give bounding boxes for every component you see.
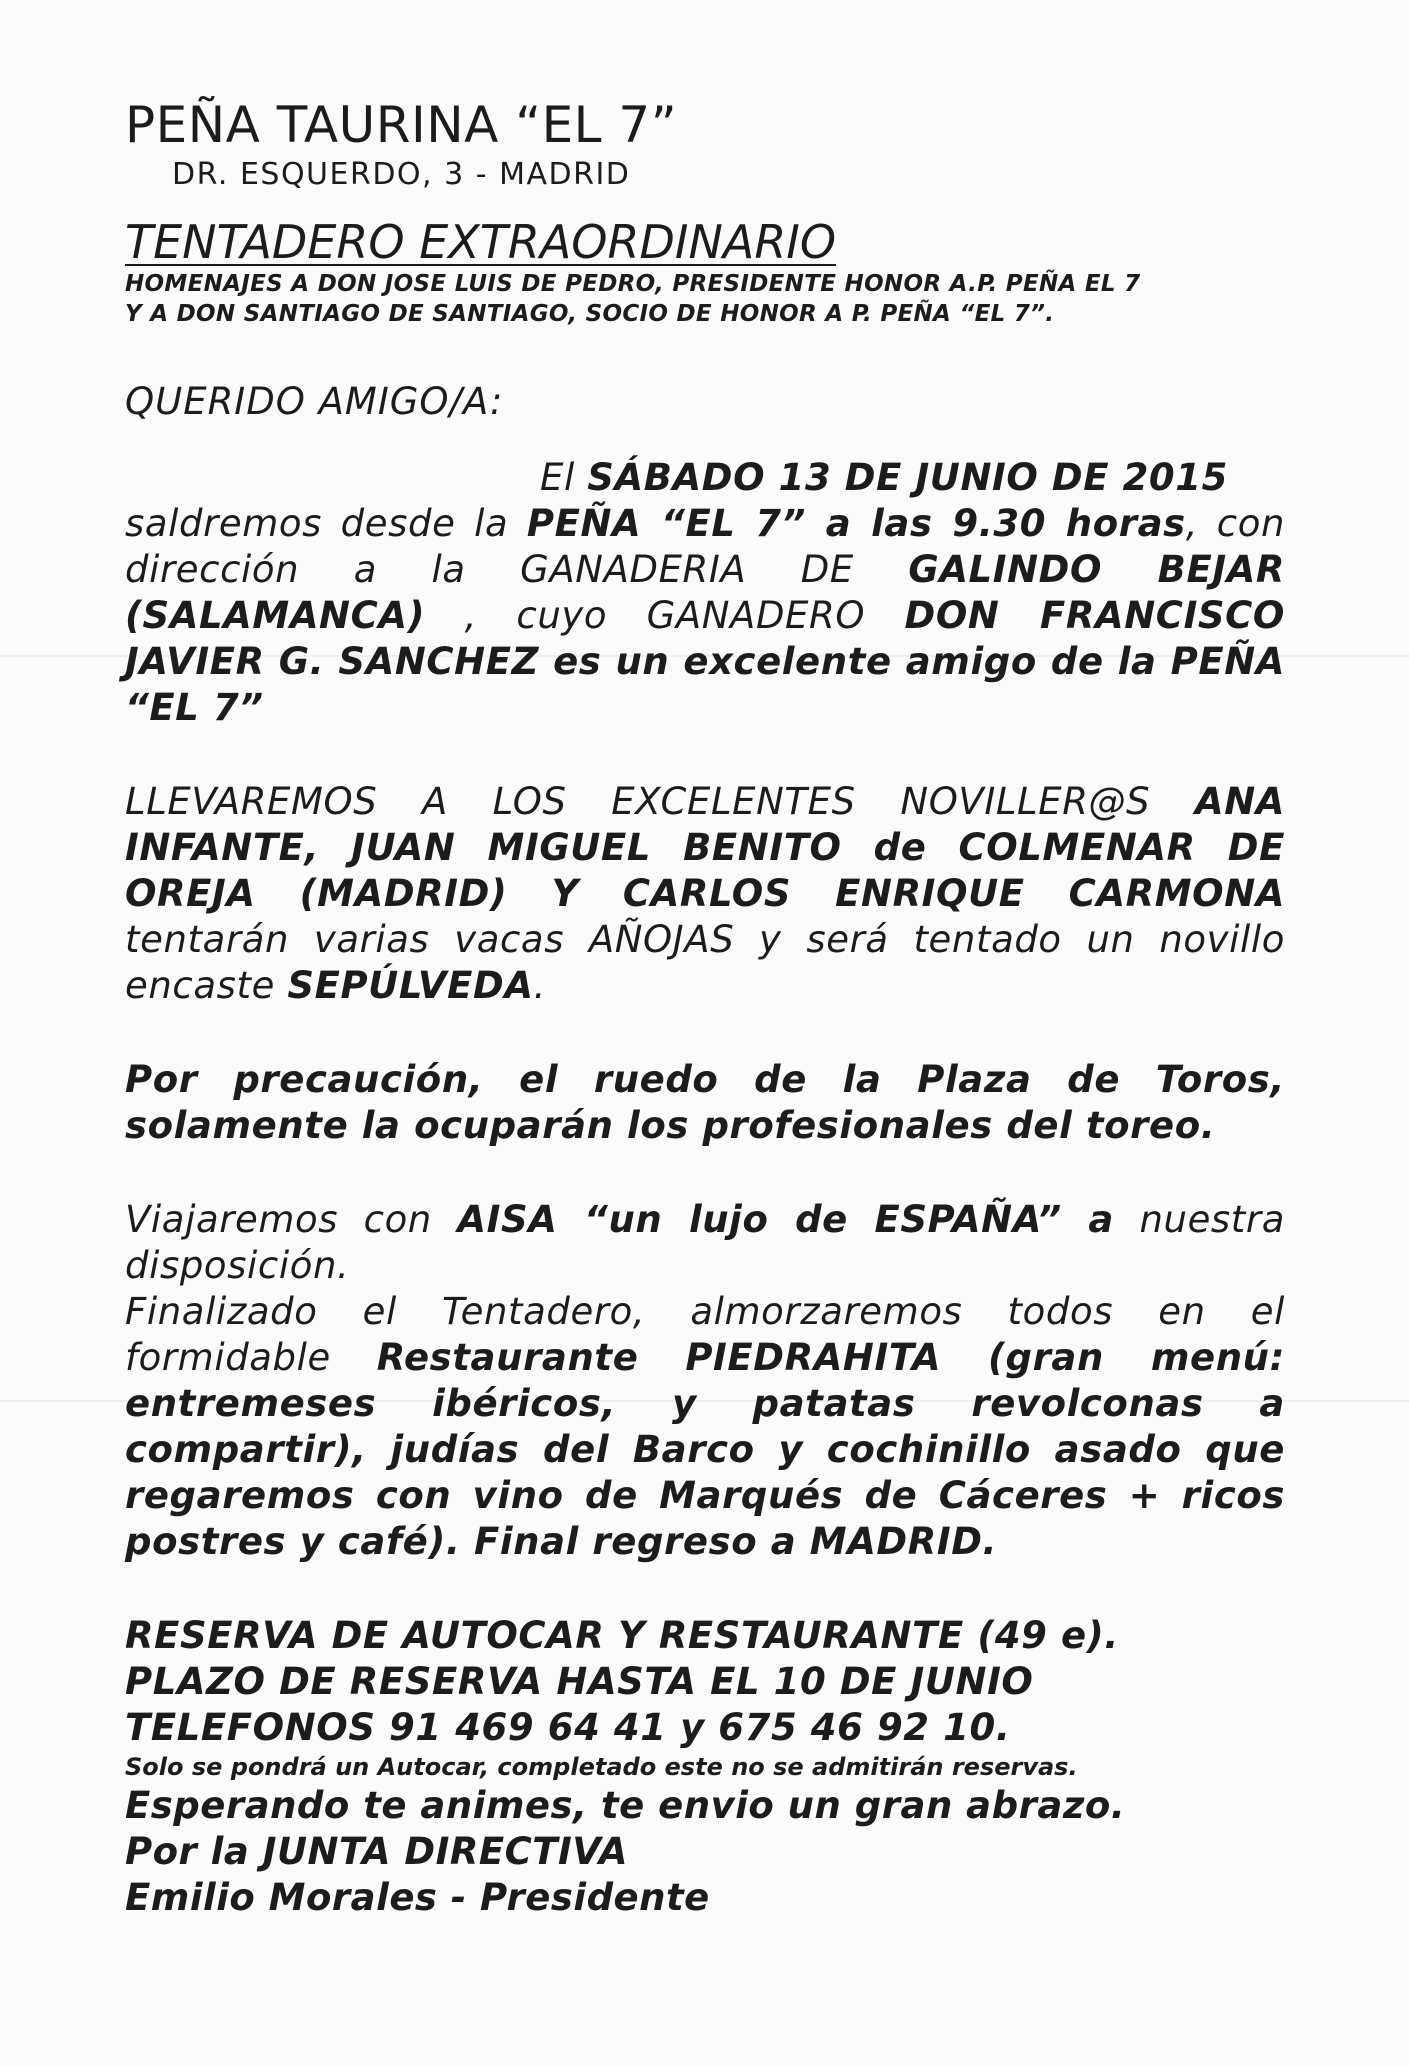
paragraph-viaje: [125, 1197, 1285, 1289]
closing-line-1: Esperando te animes, te envio un gran abrazo.: [125, 1784, 1126, 1827]
page-title: PEÑA TAURINA “EL 7”: [125, 96, 678, 154]
text-el: El: [540, 456, 588, 499]
text-novilleros: LLEVAREMOS A LOS EXCELENTES NOVILLER@S: [125, 780, 1195, 823]
novilleros-names: ANA INFANTE, JUAN MIGUEL BENITO de COLMENAR DE OREJA (MADRID) Y CARLOS ENRIQUE CARMONA: [125, 780, 1285, 915]
text-departure: saldremos desde la: [125, 502, 527, 545]
letter-body: [125, 95, 1285, 1921]
paragraph-departure: [125, 455, 1285, 731]
text-finalizado: Finalizado el Tentadero, almorzaremos todos en el formidable: [125, 1290, 1285, 1379]
event-date: SÁBADO 13 DE JUNIO DE 2015: [587, 456, 1228, 499]
phone-numbers: TELEFONOS 91 469 64 41 y 675 46 92 10.: [125, 1706, 1011, 1749]
address: DR. ESQUERDO, 3 - MADRID: [172, 157, 631, 192]
restaurant-menu: Restaurante PIEDRAHITA (gran menú: entremeses ibéricos, y patatas revolconas a compartir), judías del Barco y cochinillo asado que regaremos con vino de Marqués de Cáceres + ricos postres y café). Final regreso a MADRID.: [125, 1336, 1286, 1563]
departure-place-time: PEÑA “EL 7” a las 9.30 horas: [526, 502, 1186, 545]
paragraph-precaucion: Por precaución, el ruedo de la Plaza de Toros, solamente la ocuparán los profesionales del toreo.: [125, 1058, 1285, 1147]
reservation-block: [125, 1613, 1285, 1783]
text-period: .: [533, 964, 546, 1007]
greeting: QUERIDO AMIGO/A:: [125, 380, 504, 423]
homenaje-line-1: HOMENAJES A DON JOSE LUIS DE PEDRO, PRESIDENTE HONOR A.P. PEÑA EL 7: [125, 271, 1141, 297]
ganaderia-name: GALINDO BEJAR (SALAMANCA): [125, 548, 1286, 637]
text-ganadero: , cuyo GANADERO: [425, 594, 905, 637]
homenaje-line-2: Y A DON SANTIAGO DE SANTIAGO, SOCIO DE HONOR A P. PEÑA “EL 7”.: [125, 301, 1055, 327]
text-direction: , con dirección a la GANADERIA DE: [125, 502, 1286, 591]
date-line-lead: [540, 455, 1228, 501]
text-disposicion: nuestra disposición.: [125, 1198, 1286, 1287]
paragraph-almuerzo: [125, 1289, 1285, 1565]
text-tentaran: tentarán varias vacas AÑOJAS y será tentado un novillo encaste: [125, 918, 1285, 1007]
text-viajaremos: Viajaremos con: [125, 1198, 458, 1241]
ganadero-name: DON FRANCISCO JAVIER G. SANCHEZ es un excelente amigo de la PEÑA “EL 7”: [125, 594, 1285, 729]
event-heading: TENTADERO EXTRAORDINARIO: [125, 215, 837, 269]
signature-name: Emilio Morales - Presidente: [125, 1876, 710, 1919]
reserva-line-2: PLAZO DE RESERVA HASTA EL 10 DE JUNIO: [125, 1660, 1034, 1703]
reservation-note: Solo se pondrá un Autocar, completado este no se admitirán reservas.: [125, 1753, 1078, 1781]
closing-line-2: Por la JUNTA DIRECTIVA: [125, 1830, 629, 1873]
reserva-line-1: RESERVA DE AUTOCAR Y RESTAURANTE (49 e).: [125, 1614, 1119, 1657]
closing-block: [125, 1783, 1285, 1921]
encaste-name: SEPÚLVEDA: [287, 964, 534, 1007]
bus-company: AISA “un lujo de ESPAÑA” a: [457, 1198, 1114, 1241]
paragraph-novilleros: [125, 779, 1285, 1009]
